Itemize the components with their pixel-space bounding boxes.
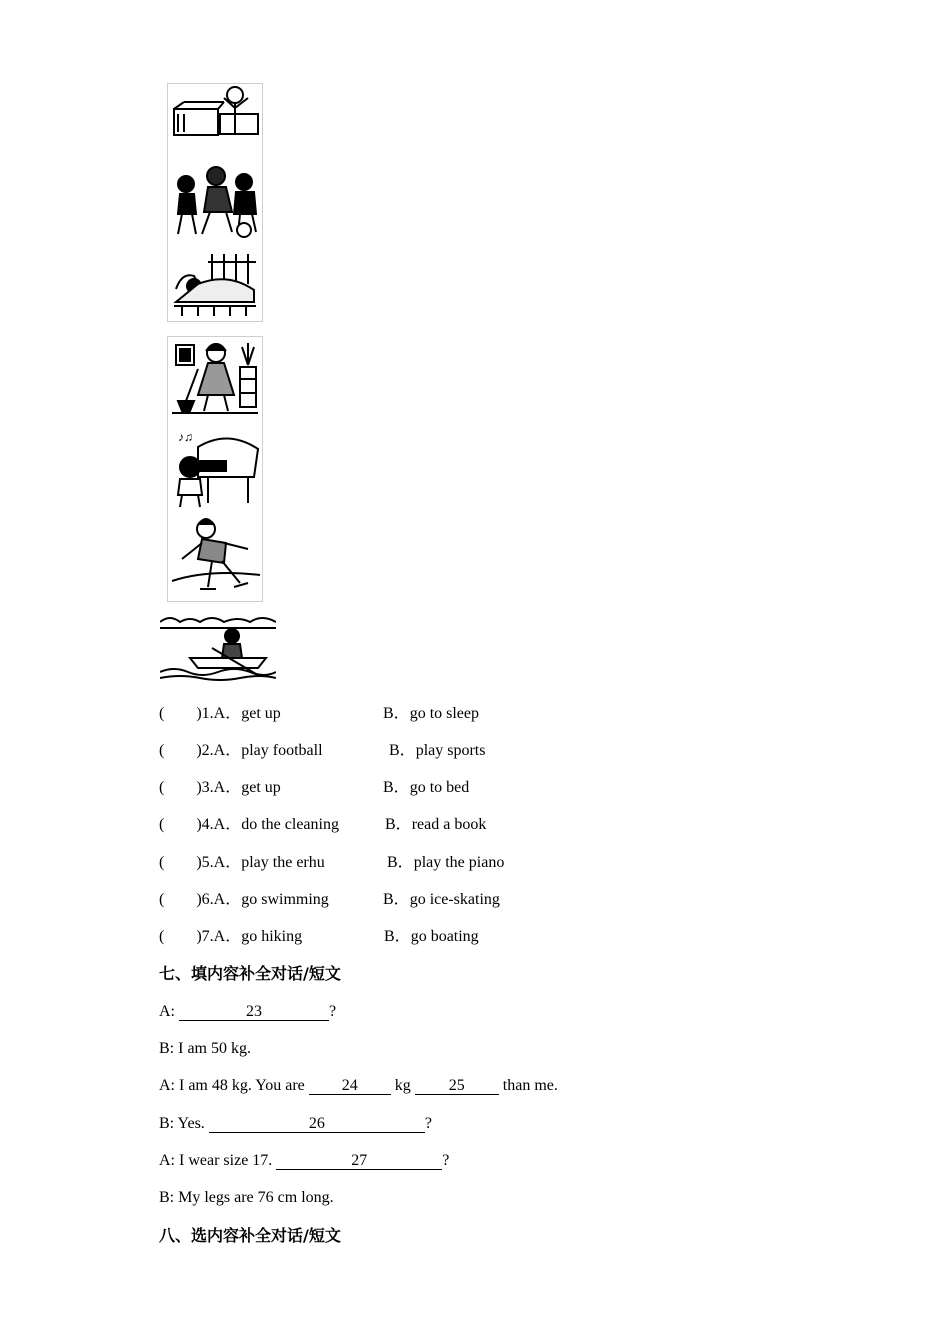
question-7: [159, 927, 302, 947]
question-7-option-b: [384, 927, 479, 947]
option-b-label: B．: [387, 854, 414, 871]
option-b-label: B．: [383, 891, 410, 908]
answer-paren[interactable]: ( ): [159, 928, 202, 945]
question-1: [159, 704, 281, 724]
question-number: 6.: [201, 891, 214, 908]
option-b-text: go to sleep: [409, 705, 480, 722]
answer-paren[interactable]: ( ): [159, 742, 202, 759]
question-3-option-b: [383, 778, 469, 798]
option-b-text: read a book: [411, 816, 487, 833]
option-a-label: A．: [213, 742, 242, 759]
option-b-text: go to bed: [409, 779, 470, 796]
option-a-text: do the cleaning: [241, 816, 339, 833]
dialogue-text: ?: [329, 1003, 337, 1020]
question-number: 7.: [201, 928, 214, 945]
option-a-label: A．: [213, 891, 242, 908]
option-b-text: go boating: [410, 928, 479, 945]
option-a-label: A．: [213, 854, 242, 871]
question-6: [159, 890, 329, 910]
option-a-label: A．: [213, 779, 242, 796]
option-a-text: play football: [241, 742, 323, 759]
section-8-heading: 八、选内容补全对话/短文: [159, 1226, 341, 1245]
option-b-text: play sports: [415, 742, 486, 759]
question-2: [159, 741, 323, 761]
dialogue-text: than me.: [498, 1077, 558, 1094]
dialogue-line-3: [159, 1076, 558, 1096]
dialogue-line-4: [159, 1114, 432, 1134]
answer-paren[interactable]: ( ): [159, 816, 202, 833]
question-1-option-b: [383, 704, 479, 724]
option-b-label: B．: [384, 928, 411, 945]
option-a-text: go hiking: [241, 928, 303, 945]
option-a-text: go swimming: [241, 891, 329, 908]
answer-paren[interactable]: ( ): [159, 779, 202, 796]
option-a-text: get up: [241, 705, 281, 722]
option-b-label: B．: [389, 742, 416, 759]
football-picture: [178, 167, 256, 237]
option-b-label: B．: [383, 779, 410, 796]
cleaning-picture: [172, 343, 258, 413]
dialogue-line-1: [159, 1002, 336, 1022]
option-b-label: B．: [383, 705, 410, 722]
dialogue-text: A:: [159, 1003, 179, 1020]
question-number: 5.: [201, 854, 214, 871]
option-b-text: go ice-skating: [409, 891, 500, 908]
question-4-option-b: [385, 815, 486, 835]
option-b-label: B．: [385, 816, 412, 833]
ice-skating-picture: [172, 519, 260, 589]
dialogue-line-5: [159, 1151, 449, 1171]
blank-26[interactable]: 26: [209, 1116, 425, 1133]
question-number: 4.: [201, 816, 214, 833]
question-number: 1.: [201, 705, 214, 722]
dialogue-line-2: B: I am 50 kg.: [159, 1040, 251, 1057]
question-number: 3.: [201, 779, 214, 796]
boating-picture-frame: [160, 614, 276, 681]
sleeping-picture: [174, 254, 256, 316]
answer-paren[interactable]: ( ): [159, 891, 202, 908]
question-4: [159, 815, 339, 835]
picture-group-1: [167, 83, 263, 322]
section-7-heading: 七、填内容补全对话/短文: [159, 964, 341, 983]
question-5: [159, 853, 325, 873]
getting-up-picture: [174, 87, 258, 135]
answer-paren[interactable]: ( ): [159, 854, 202, 871]
blank-27[interactable]: 27: [276, 1153, 442, 1170]
blank-25[interactable]: 25: [415, 1078, 499, 1095]
dialogue-text: B: Yes.: [159, 1115, 209, 1132]
dialogue-line-6: B: My legs are 76 cm long.: [159, 1189, 334, 1206]
blank-23[interactable]: 23: [179, 1004, 329, 1021]
question-2-option-b: [389, 741, 485, 761]
option-a-text: play the erhu: [241, 854, 325, 871]
picture-group-2: [167, 336, 263, 602]
answer-paren[interactable]: ( ): [159, 705, 202, 722]
dialogue-text: ?: [424, 1115, 432, 1132]
question-5-option-b: [387, 853, 504, 873]
blank-24[interactable]: 24: [309, 1078, 391, 1095]
option-a-label: A．: [213, 928, 242, 945]
question-6-option-b: [383, 890, 500, 910]
svg-text:♪♫: ♪♫: [178, 430, 193, 444]
option-b-text: play the piano: [413, 854, 505, 871]
option-a-label: A．: [213, 816, 242, 833]
dialogue-text: kg: [390, 1077, 415, 1094]
boating-picture: [160, 618, 276, 680]
question-number: 2.: [201, 742, 214, 759]
option-a-text: get up: [241, 779, 281, 796]
question-3: [159, 778, 281, 798]
piano-picture: [178, 430, 258, 507]
dialogue-text: A: I am 48 kg. You are: [159, 1077, 309, 1094]
dialogue-text: A: I wear size 17.: [159, 1152, 277, 1169]
option-a-label: A．: [213, 705, 242, 722]
dialogue-text: ?: [442, 1152, 450, 1169]
